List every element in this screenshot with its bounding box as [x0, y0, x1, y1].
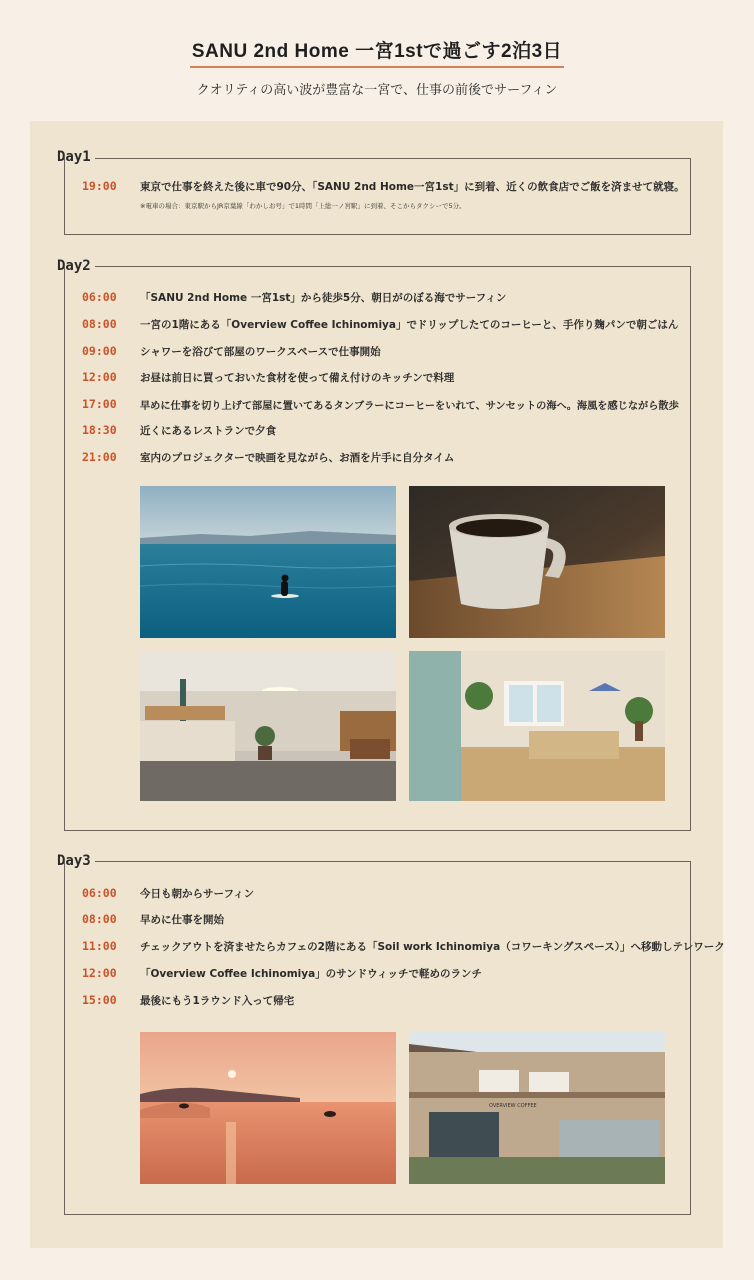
item-text: 最後にもう1ラウンド入って帰宅: [140, 995, 295, 1007]
page-subtitle: クオリティの高い波が豊富な一宮で、仕事の前後でサーフィン: [196, 83, 558, 98]
item-time: 06:00: [82, 290, 117, 304]
day1-label: Day1: [57, 149, 91, 165]
building-sign: OVERVIEW COFFEE: [489, 1103, 537, 1109]
item-time: 12:00: [82, 370, 117, 384]
item-text: チェックアウトを済ませたらカフェの2階にある「Soil work Ichinomiya（コワーキングスペース）」へ移動しテレワーク: [140, 941, 725, 953]
coffee-cup-photo: [409, 486, 665, 638]
item-text: 「SANU 2nd Home 一宮1st」から徒歩5分、朝日がのぼる海でサーフィン: [140, 292, 507, 304]
item-text: お昼は前日に買っておいた食材を使って備え付けのキッチンで料理: [140, 372, 455, 384]
day1-box: [64, 158, 691, 235]
item-time: 11:00: [82, 939, 117, 953]
day2-label: Day2: [57, 258, 91, 274]
item-time: 21:00: [82, 450, 117, 464]
day3-label: Day3: [57, 853, 91, 869]
item-text: 近くにあるレストランで夕食: [140, 425, 277, 437]
building-exterior-photo: [409, 1032, 665, 1184]
item-text: 早めに仕事を切り上げて部屋に置いてあるタンブラーにコーヒーをいれて、サンセットの海へ。海風を感じながら散歩: [140, 401, 679, 412]
page-title: SANU 2nd Home 一宮1stで過ごす2泊3日: [0, 36, 754, 68]
item-text: 一宮の1階にある「Overview Coffee Ichinomiya」でドリップしたてのコーヒーと、手作り麹パンで朝ごはん: [140, 319, 679, 331]
item-text: 「Overview Coffee Ichinomiya」のサンドウィッチで軽めのランチ: [140, 968, 483, 980]
item-time: 15:00: [82, 993, 117, 1007]
item-text: 室内のプロジェクターで映画を見ながら、お酒を片手に自分タイム: [140, 452, 455, 464]
item-text: 今日も朝からサーフィン: [140, 888, 255, 900]
item-time: 08:00: [82, 317, 117, 331]
item-text: 早めに仕事を開始: [140, 914, 224, 926]
item-time: 06:00: [82, 886, 117, 900]
surfer-sea-photo: [140, 486, 396, 638]
sunset-surf-photo: [140, 1032, 396, 1184]
item-time: 09:00: [82, 344, 117, 358]
item-text: シャワーを浴びて部屋のワークスペースで仕事開始: [140, 346, 381, 358]
item-time: 08:00: [82, 912, 117, 926]
item-time: 18:30: [82, 423, 117, 437]
train-note: ※電車の場合：東京駅からJR京葉線「わかしお号」で1時間「上総一ノ宮駅」に到着、そこからタクシーで5分。: [140, 202, 466, 210]
living-room-photo: [409, 651, 665, 801]
item-time: 12:00: [82, 966, 117, 980]
item-time: 19:00: [82, 179, 117, 193]
item-text: 東京で仕事を終えた後に車で90分、「SANU 2nd Home一宮1st」に到着、近くの飲食店でご飯を済ませて就寝。: [140, 181, 685, 193]
cafe-interior-photo: [140, 651, 396, 801]
item-time: 17:00: [82, 397, 117, 411]
